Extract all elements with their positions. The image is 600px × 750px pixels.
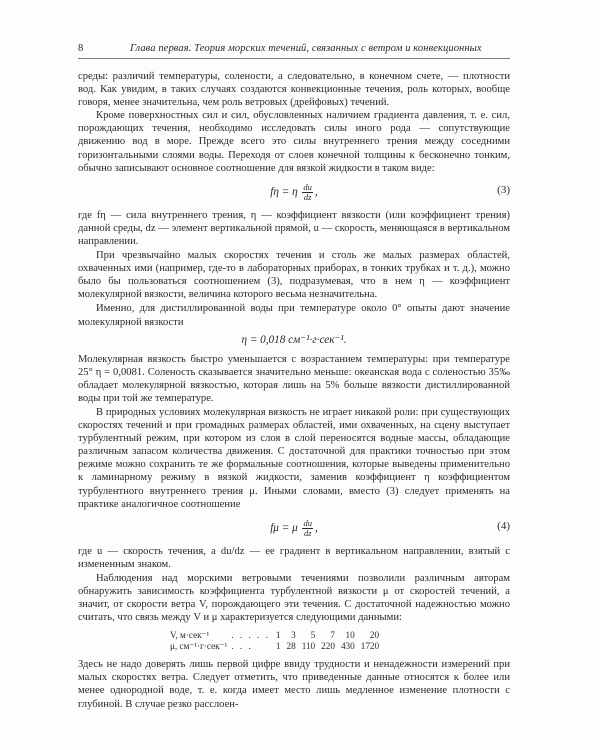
fraction-denominator: dz [303, 527, 312, 538]
equation-lhs: fμ = μ [270, 521, 298, 534]
paragraph: Наблюдения над морскими ветровыми течениями позволили различным авторам обнаружить зависимость коэффициента турбулентной вязкости μ от скоростей течений, а значит, от скорости ветра V, порождающего эти течения. С достаточной надежностью можно считать, что связь между V и μ характеризуется следующими данными: [78, 572, 510, 624]
paragraph: При чрезвычайно малых скоростях течения и столь же малых размерах областей, охваченных ими (например, где-то в лабораторных приборах, в тонких трубках и т. д.), можно было бы пользоваться соотношением (3), подразумевая, что в нем η — коэффициент молекулярной вязкости, величина которого весьма незначительна. [78, 250, 510, 301]
table-row [170, 641, 385, 652]
running-header [78, 42, 510, 59]
table-cell: 7 [330, 630, 335, 641]
paragraph: среды: различий температуры, солености, а следовательно, в конечном счете, — плотности вод. Как увидим, в таких случаях создаются конвекционные течения, роль которых, вообще говоря, менее значительна, чем роль ветровых (дрейфовых) течений. [78, 71, 510, 109]
fraction-denominator: dz [303, 191, 312, 202]
fraction-numerator: du [303, 181, 312, 192]
running-title: Глава первая. Теория морских течений, связанных с ветром и конвекционных [130, 43, 482, 54]
fraction [302, 519, 313, 538]
equation-number: (4) [497, 519, 510, 532]
table-cell: 430 [340, 641, 355, 652]
paragraph: Именно, для дистиллированной воды при температуре около 0° опыты дают значение молекулярной вязкости [78, 303, 510, 328]
table-leader-dots: . . . . . [231, 630, 270, 641]
equation-expression: η = 0,018 см⁻¹·г·сек⁻¹. [241, 333, 347, 346]
viscosity-equation [78, 331, 510, 351]
page-number: 8 [78, 43, 84, 54]
table-row-label: V, м·сек⁻¹ [170, 630, 210, 641]
equation-expression [78, 183, 510, 202]
paragraph: В природных условиях молекулярная вязкость не играет никакой роли: при существующих скоростях течений и при громадных размерах областей, ими охваченных, на сцену выступает турбулентный режим, при котором из слоя в слой переносятся водные массы, обладающие различным запасом количества движения. С достаточной для практики точностью при этом режиме можно сохранить те же формальные соотношения, которые выведены применительно к ламинарному режиму в вязкой жидкости, заменив коэффициент η коэффициентом турбулентного внутреннего трения μ. Иными словами, вместо (3) следует применять на практике аналогичное соотношение [78, 406, 510, 510]
paragraph: Здесь не надо доверять лишь первой цифре ввиду трудности и ненадежности измерений при малых скоростях ветра. Следует отметить, что приведенные данные относятся к более или менее однородной воде, т. е. когда имеет место лишь медленное изменение плотности с глубиной. В случае резко расслоен- [78, 659, 510, 710]
table-cell: 10 [345, 630, 355, 641]
fraction [302, 183, 313, 202]
equation-number: (3) [497, 183, 510, 196]
fraction-numerator: du [303, 517, 312, 528]
table-cell: 1720 [360, 641, 380, 652]
table-cell: 5 [310, 630, 316, 641]
paragraph: Кроме поверхностных сил и сил, обусловленных наличием градиента давления, т. е. сил, порождающих течения, необходимо исследовать силы иного рода — сопутствующие движению вод в море. Прежде всего это силы внутреннего трения между соседними горизонтальными слоями воды. Переходя от слоев конечной толщины к бесконечно тонким, обычно записывают основное соотношение для вязкой жидкости в таком виде: [78, 110, 510, 174]
equation-4 [78, 513, 510, 543]
wind-viscosity-table [170, 630, 385, 652]
table-cell: 3 [291, 630, 296, 641]
equation-expression [78, 519, 510, 538]
table-cell: 1 [275, 630, 281, 641]
table-cell: 110 [301, 641, 316, 652]
table-cell: 28 [286, 641, 296, 652]
table-cell: 220 [321, 641, 335, 652]
table-row [170, 630, 385, 641]
paragraph: Молекулярная вязкость быстро уменьшается с возрастанием температуры: при температуре 25° η = 0,0081. Соленость сказывается значительно меньше: океанская вода с соленостью 35‰ обладает молекулярной вязкостью, которая лишь на 5% больше вязкости дистиллированной воды при той же температуре. [78, 353, 510, 404]
table-leader-dots: . . . [231, 641, 253, 652]
table-cell: 1 [275, 641, 281, 652]
equation-3 [78, 177, 510, 207]
equation-lhs: fη = η [270, 185, 298, 198]
equation-tail: , [314, 521, 318, 534]
table-row-label: μ, см⁻¹·г·сек⁻¹ [170, 641, 228, 652]
paragraph: где fη — сила внутреннего трения, η — коэффициент вязкости (или коэффициент трения) данной среды, dz — элемент вертикальной прямой, u — скорость, меняющаяся в вертикальном направлении. [78, 209, 510, 247]
equation-tail: , [314, 185, 318, 198]
page-body [78, 70, 510, 711]
table-cell: 20 [369, 630, 380, 641]
paragraph: где u — скорость течения, а du/dz — ее градиент в вертикальном направлении, взятый с измененным знаком. [78, 545, 510, 570]
